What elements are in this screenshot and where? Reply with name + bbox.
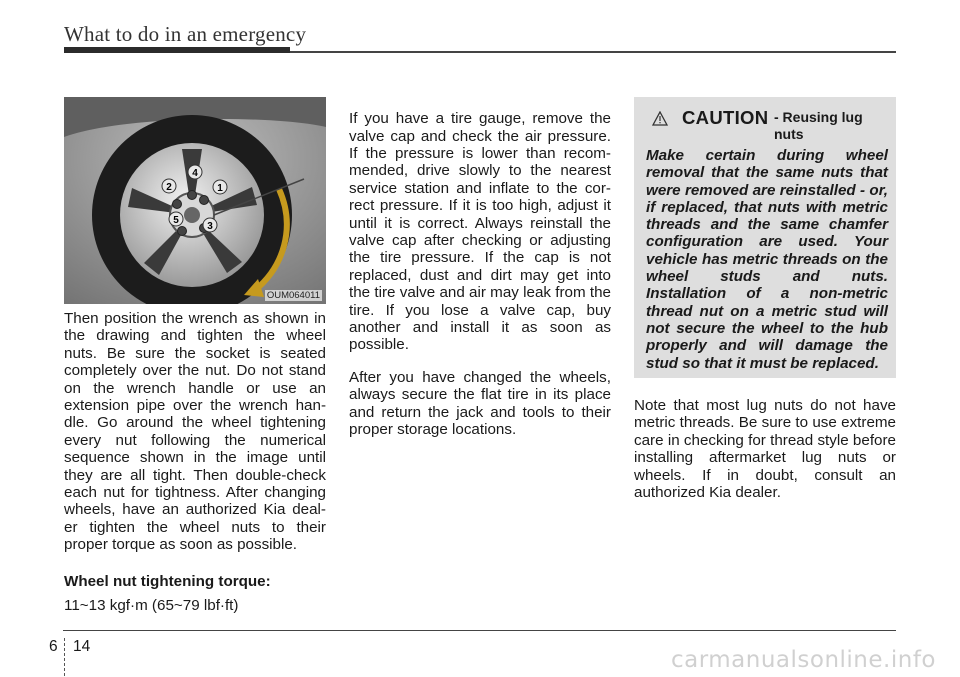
watermark: carmanualsonline.info — [670, 647, 936, 673]
footer-rule — [63, 630, 896, 631]
caution-box — [634, 97, 896, 378]
caution-subtitle: - Reusing lug nuts — [774, 109, 863, 142]
caution-header — [646, 105, 886, 143]
page-number: 14 — [73, 638, 91, 655]
column2-paragraph: If you have a tire gauge, remove the valve cap and check the air pressure. If the pressure is lower than recom-mended, drive slowly to the nearest service station and inflate to the cor-rect pressure. If it is too high, adjust it until it is correct. Always reinstall the valve cap after checking or adjusting the tire pressure. If the cap is not replaced, dust and dirt may get into the tire valve and air may leak from the tire. If you lose a valve cap, buy another and install it as soon as possible. — [349, 110, 611, 354]
caution-label: CAUTION — [682, 107, 769, 128]
nut-number: 2 — [166, 182, 172, 193]
wheel-illustration — [64, 97, 326, 304]
torque-value: 11~13 kgf·m (65~79 lbf·ft) — [64, 597, 239, 614]
header-rule-thick — [64, 47, 290, 53]
nut-number: 5 — [173, 215, 179, 226]
column2 — [349, 95, 611, 454]
column1-paragraph: Then position the wrench as shown in the drawing and tighten the wheel nuts. Be sure the socket is seated completely over the nut. Do not stand on the wrench handle or use an extension pipe over the wrench han-dle. Go around the wheel tightening every nut following the numerical sequence shown in the image until they are all tight. Then double-check each nut for tightness. After changing wheels, have an authorized Kia deal-er tighten the wheel nuts to their proper torque as soon as possible. — [64, 310, 326, 554]
footer-divider — [64, 638, 65, 676]
column3-paragraph: Note that most lug nuts do not have metric threads. Be sure to use extreme care in checking for thread style before installing aftermarket lug nuts or wheels. If in doubt, consult an authorized Kia dealer. — [634, 397, 896, 502]
header-rule-thin — [290, 51, 896, 53]
nut-number: 1 — [217, 183, 223, 194]
caution-body: Make certain during wheel removal that the same nuts that were removed are reinstalled - or, if replaced, that nuts with metric threads and the same chamfer configuration are used. Your vehicle has metric threads on the wheel studs and nuts. Installation of a non-metric thread nut on a metric stud will not secure the wheel to the hub properly and will damage the stud so that it must be replaced. — [646, 147, 888, 372]
torque-heading: Wheel nut tightening torque: — [64, 573, 271, 590]
figure-code: OUM064011 — [266, 290, 320, 301]
warning-triangle-icon — [652, 111, 668, 131]
nut-number: 4 — [192, 168, 198, 179]
nut-number: 3 — [207, 221, 213, 232]
chapter-number: 6 — [49, 638, 58, 655]
header-title: What to do in an emergency — [64, 22, 307, 46]
wheel-figure — [64, 97, 326, 304]
column2-paragraph: After you have changed the wheels, always secure the flat tire in its place and return the jack and tools to their proper storage locations. — [349, 369, 611, 439]
